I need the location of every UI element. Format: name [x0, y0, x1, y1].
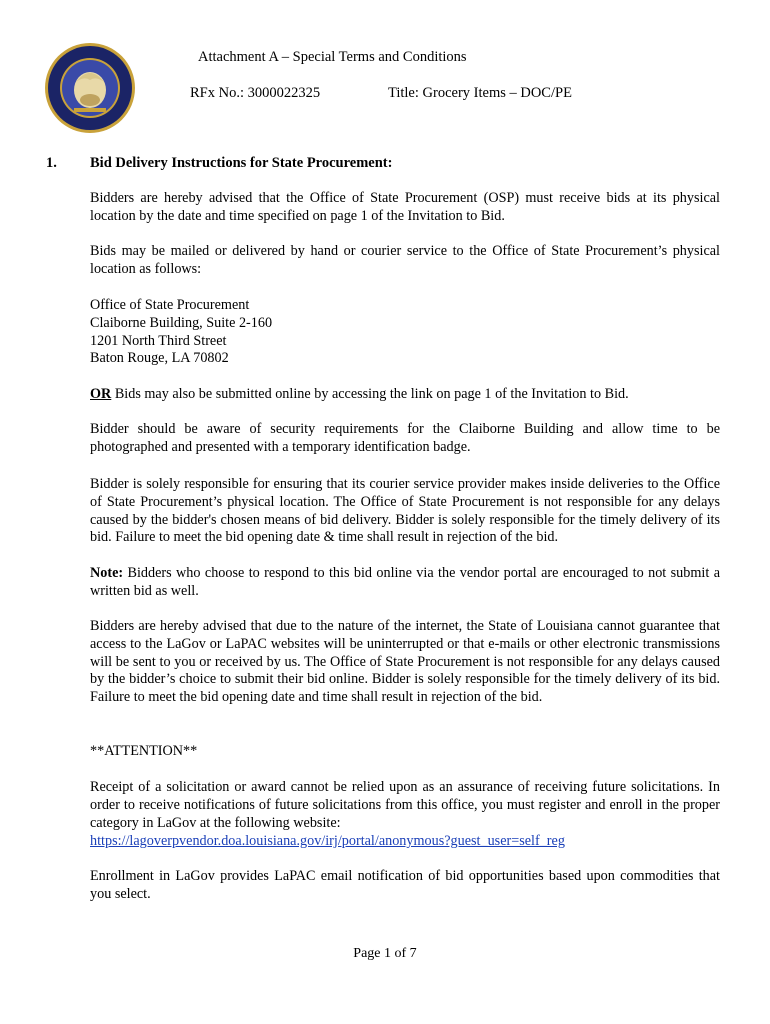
- paragraph-text: Bidder is solely responsible for ensuring that its courier service provider makes inside deliveries to the Office of State Procurement’s physical location. The Office of State Procurement is not responsible for any delays caused by the bidder's chosen means of bid delivery. Bidder is solely responsible for the timely delivery of its bid. Failure to meet the bid opening date & time shall result in rejection of the bid.: [90, 476, 720, 546]
- address-block: [90, 297, 720, 368]
- page-number: Page 1 of 7: [353, 946, 417, 961]
- paragraph-delivery-methods: [90, 243, 720, 279]
- paragraph-online-option: [90, 386, 720, 404]
- address-line: Claiborne Building, Suite 2-160: [90, 314, 273, 331]
- paragraph-notifications: [90, 779, 720, 832]
- paragraph-text: Bidders are hereby advised that due to the nature of the internet, the State of Louisiana cannot guarantee that access to the LaGov or LaPAC websites will be uninterrupted or that e-mails or other electronic transmissions will be sent to you or received by us. The Office of State Procurement is not responsible for any delays caused by the bidder’s choice to submit their bid online. Bidder is solely responsible for the timely delivery of its bid. Failure to meet the bid opening date and time shall result in rejection of the bid.: [90, 618, 720, 706]
- rfx-number: RFx No.: 3000022325: [190, 85, 321, 101]
- bid-title: Title: Grocery Items – DOC/PE: [388, 85, 572, 101]
- attention-heading: **ATTENTION**: [90, 743, 198, 759]
- paragraph-text: Bidders are hereby advised that the Office of State Procurement (OSP) must receive bids at its physical location by the date and time specified on page 1 of the Invitation to Bid.: [90, 190, 720, 224]
- paragraph-text: Enrollment in LaGov provides LaPAC email notification of bid opportunities based upon commodities that you select.: [90, 868, 720, 902]
- registration-link[interactable]: https://lagoverpvendor.doa.louisiana.gov/irj/portal/anonymous?guest_user=self_reg: [90, 833, 565, 849]
- state-seal-icon: [44, 42, 136, 134]
- attachment-title: Attachment A – Special Terms and Conditions: [198, 49, 467, 65]
- paragraph-security: [90, 421, 720, 457]
- registration-link-line: [90, 833, 720, 851]
- note-label: Note:: [90, 565, 124, 581]
- or-text: Bids may also be submitted online by accessing the link on page 1 of the Invitation to Bid.: [111, 386, 629, 402]
- paragraph-osp-receipt: [90, 190, 720, 226]
- paragraph-internet-disclaimer: [90, 618, 720, 707]
- address-line: 1201 North Third Street: [90, 332, 227, 349]
- paragraph-text: Receipt of a solicitation or award cannot be relied upon as an assurance of receiving future solicitations. In order to receive notifications of future solicitations from this office, you must register and enroll in the proper category in LaGov at the following website:: [90, 779, 720, 831]
- section-number: 1.: [46, 155, 57, 171]
- paragraph-text: Bidder should be aware of security requirements for the Claiborne Building and allow time to be photographed and presented with a temporary identification badge.: [90, 421, 720, 455]
- section-heading: Bid Delivery Instructions for State Procurement:: [90, 155, 393, 171]
- note-text: Bidders who choose to respond to this bid online via the vendor portal are encouraged to not submit a written bid as well.: [90, 565, 720, 599]
- address-line: Baton Rouge, LA 70802: [90, 350, 229, 367]
- paragraph-courier: [90, 476, 720, 547]
- paragraph-text: Bids may be mailed or delivered by hand or courier service to the Office of State Procurement’s physical location as follows:: [90, 243, 720, 277]
- or-label: OR: [90, 386, 112, 402]
- paragraph-enrollment: [90, 868, 720, 904]
- paragraph-note: [90, 565, 720, 601]
- address-line: Office of State Procurement: [90, 297, 250, 313]
